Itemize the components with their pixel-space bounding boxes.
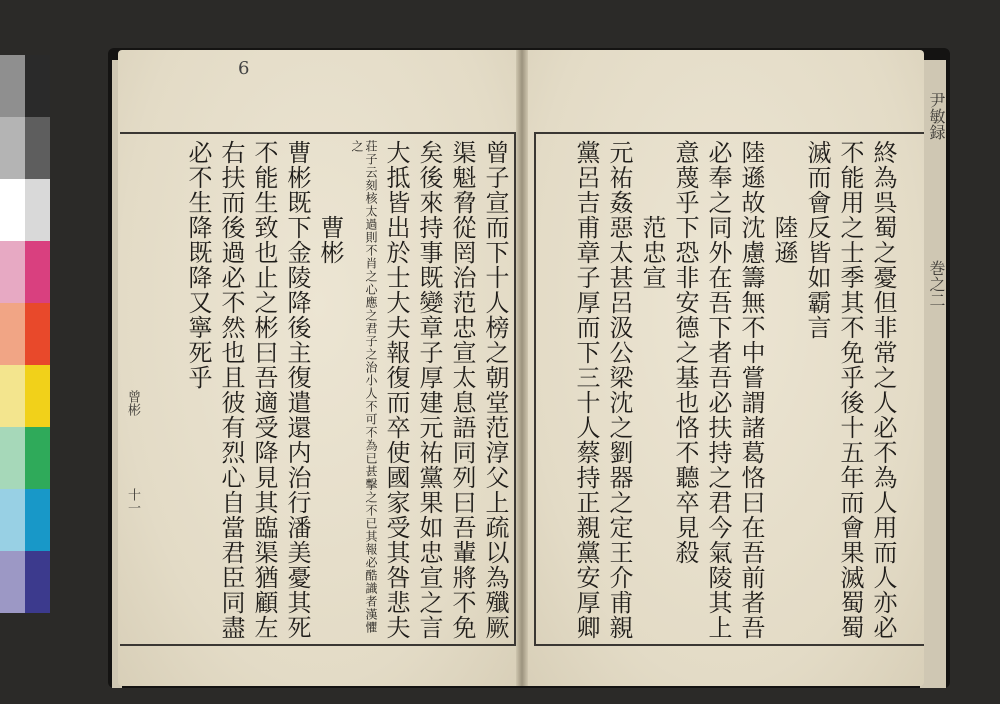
right-page-section-heading: 范忠宣 [638, 140, 666, 290]
right-page-text-column: 意蔑乎下恐非安德之基也恪不聽卒見殺 [671, 140, 699, 565]
right-page-text-column: 滅而會反皆如霸言 [803, 140, 831, 340]
color-swatch [0, 489, 25, 551]
color-swatch [0, 303, 25, 365]
color-swatch [25, 365, 50, 427]
left-page-text-column: 必不生降既降又寧死乎 [184, 140, 212, 390]
color-swatch [25, 241, 50, 303]
left-page-text-column: 不能生致也止之彬曰吾適受降見其臨渠猶顧左 [250, 140, 278, 640]
right-page-text-column: 陸遜故沈慮籌無不中嘗謂諸葛恪曰在吾前者吾 [737, 140, 765, 640]
color-swatch [0, 427, 25, 489]
color-swatch [25, 303, 50, 365]
color-swatch [0, 365, 25, 427]
left-page-text-column: 渠魁脅從罔治范忠宣太息語同列曰吾輩將不免 [448, 140, 476, 640]
right-margin-volume: 巻之二 [927, 260, 946, 308]
color-swatch [0, 241, 25, 303]
gutter [516, 50, 528, 686]
right-page-text-column: 終為呉蜀之憂但非常之人必不為人用而人亦必 [869, 140, 897, 640]
color-swatch [25, 489, 50, 551]
color-swatch [0, 55, 25, 117]
left-page-text-column: 曾子宣而下十人榜之朝堂范淳父上疏以為殲厥 [481, 140, 509, 640]
right-page-text-column: 元祐姦惡太甚呂汲公梁沈之劉器之定王介甫親 [605, 140, 633, 640]
left-page-text-column: 荘子云刻核太過則不肖之心應之君子之治小人不可不為已甚擊之不已其報必酷識者漢懼之 [350, 140, 378, 634]
left-page-text-column: 大抵皆出於士大夫報復而卒使國家受其咎悲夫 [382, 140, 410, 640]
left-margin-page: 十一 [125, 488, 140, 514]
right-page-section-heading: 陸遜 [770, 140, 798, 265]
right-page-text-column: 必奉之同外在吾下者吾必扶持之君今氣陵其上 [704, 140, 732, 640]
left-page-section-heading: 曹彬 [316, 140, 344, 265]
left-margin-label: 曾彬 [125, 390, 140, 416]
color-swatch [0, 117, 25, 179]
color-swatch [25, 427, 50, 489]
color-swatch [25, 117, 50, 179]
left-page-text-column: 矣後來持事既變章子厚建元祐黨果如忠宣之言 [415, 140, 443, 640]
left-page-text-column: 右扶而後過必不然也且彼有烈心自當君臣同盡 [217, 140, 245, 640]
color-swatch [0, 179, 25, 241]
color-calibration-bar [0, 55, 50, 615]
right-page-text-column: 黨呂吉甫章子厚而下三十人蔡持正親黨安厚卿 [572, 140, 600, 640]
color-swatch [25, 551, 50, 613]
pencil-mark: 6 [238, 58, 250, 79]
right-page-text-column: 不能用之士季其不免乎後十五年而會果滅蜀蜀 [836, 140, 864, 640]
left-page-text-column: 曹彬既下金陵降後主復遣還内治行潘美憂其死 [283, 140, 311, 640]
color-swatch [0, 551, 25, 613]
color-swatch [25, 179, 50, 241]
color-swatch [25, 55, 50, 117]
right-margin-title: 尹敏録 [927, 92, 946, 140]
